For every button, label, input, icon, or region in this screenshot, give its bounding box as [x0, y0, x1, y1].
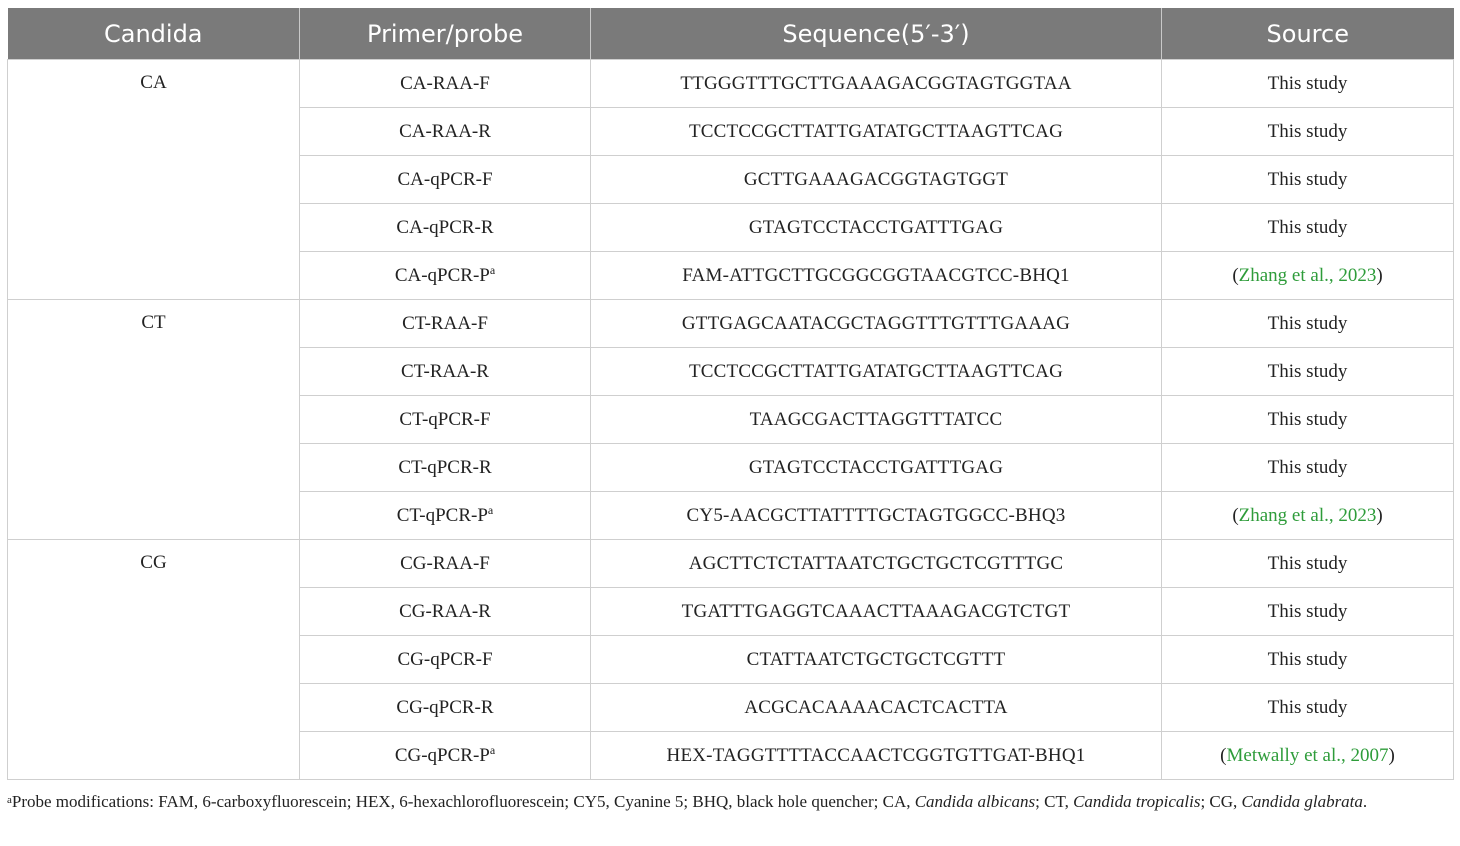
candida-group-cell: CT [8, 300, 300, 540]
header-primer-probe: Primer/probe [300, 8, 591, 60]
sequence-cell: FAM-ATTGCTTGCGGCGGTAACGTCC-BHQ1 [591, 252, 1162, 300]
sequence-cell: GTAGTCCTACCTGATTTGAG [591, 204, 1162, 252]
primer-name: CG-RAA-R [399, 600, 491, 622]
source-cell [1162, 732, 1454, 780]
primer-name: CG-RAA-F [400, 552, 490, 574]
paren-close: ) [1376, 504, 1383, 526]
primer-name: CT-RAA-R [401, 360, 489, 382]
primer-cell [300, 204, 591, 252]
primer-name: CG-qPCR-F [397, 648, 493, 670]
primer-cell [300, 108, 591, 156]
footnote-species-cg: Candida glabrata [1241, 792, 1363, 811]
source-cell: This study [1162, 300, 1454, 348]
probe-footnote-mark: a [487, 502, 494, 517]
source-cell: This study [1162, 348, 1454, 396]
footnote-text: Probe modifications: FAM, 6-carboxyfluorescein; HEX, 6-hexachlorofluorescein; CY5, Cyanine 5; BHQ, black hole quencher; CA, [11, 792, 915, 811]
sequence-cell: TCCTCCGCTTATTGATATGCTTAAGTTCAG [591, 108, 1162, 156]
reference-link[interactable]: Metwally et al., 2007 [1226, 744, 1389, 766]
sequence-cell: AGCTTCTCTATTAATCTGCTGCTCGTTTGC [591, 540, 1162, 588]
footnote-species-ct: Candida tropicalis [1073, 792, 1201, 811]
primer-cell [300, 732, 591, 780]
header-row [8, 8, 1454, 60]
source-cell: This study [1162, 636, 1454, 684]
table-row [8, 300, 1454, 348]
table-footnote [7, 790, 1453, 814]
header-candida: Candida [8, 8, 300, 60]
probe-footnote-mark: a [489, 262, 496, 277]
sequence-cell: GCTTGAAAGACGGTAGTGGT [591, 156, 1162, 204]
table-row [8, 60, 1454, 108]
primer-cell [300, 636, 591, 684]
primer-name: CG-qPCR-P [394, 744, 490, 766]
candida-group-cell: CG [8, 540, 300, 780]
primer-name: CA-RAA-R [399, 120, 491, 142]
reference-link[interactable]: Zhang et al., 2023 [1238, 504, 1377, 526]
paren-close: ) [1388, 744, 1395, 766]
footnote-sep-cg: ; CG, [1200, 792, 1242, 811]
footnote-marker: a [7, 794, 12, 806]
candida-group-cell: CA [8, 60, 300, 300]
primer-name: CA-qPCR-P [394, 264, 490, 286]
table-row [8, 540, 1454, 588]
source-cell: This study [1162, 60, 1454, 108]
primer-probe-table [7, 8, 1454, 780]
primer-cell [300, 300, 591, 348]
primer-name: CT-qPCR-P [396, 504, 488, 526]
footnote-sep-ct: ; CT, [1035, 792, 1074, 811]
primer-cell [300, 540, 591, 588]
source-cell: This study [1162, 684, 1454, 732]
paren-open: ( [1232, 504, 1239, 526]
footnote-species-ca: Candida albicans [914, 792, 1036, 811]
primer-cell [300, 444, 591, 492]
paren-close: ) [1376, 264, 1383, 286]
paren-open: ( [1232, 264, 1239, 286]
header-sequence: Sequence(5′-3′) [591, 8, 1162, 60]
sequence-cell: ACGCACAAAACACTCACTTA [591, 684, 1162, 732]
sequence-cell: TTGGGTTTGCTTGAAAGACGGTAGTGGTAA [591, 60, 1162, 108]
probe-footnote-mark: a [489, 742, 496, 757]
source-cell [1162, 492, 1454, 540]
source-cell: This study [1162, 588, 1454, 636]
footnote-end: . [1362, 792, 1368, 811]
primer-cell [300, 684, 591, 732]
primer-cell [300, 492, 591, 540]
primer-cell [300, 60, 591, 108]
primer-cell [300, 348, 591, 396]
primer-name: CT-qPCR-F [399, 408, 491, 430]
source-cell: This study [1162, 540, 1454, 588]
primer-cell [300, 156, 591, 204]
sequence-cell: GTTGAGCAATACGCTAGGTTTGTTTGAAAG [591, 300, 1162, 348]
header-source: Source [1162, 8, 1454, 60]
primer-name: CT-RAA-F [402, 312, 488, 334]
primer-name: CG-qPCR-R [396, 696, 494, 718]
primer-cell [300, 252, 591, 300]
primer-name: CT-qPCR-R [398, 456, 492, 478]
source-cell: This study [1162, 444, 1454, 492]
paren-open: ( [1220, 744, 1227, 766]
source-cell: This study [1162, 396, 1454, 444]
primer-name: CA-qPCR-F [397, 168, 493, 190]
source-cell: This study [1162, 156, 1454, 204]
primer-cell [300, 588, 591, 636]
source-cell: This study [1162, 204, 1454, 252]
sequence-cell: CTATTAATCTGCTGCTCGTTT [591, 636, 1162, 684]
table-body [8, 60, 1454, 780]
reference-link[interactable]: Zhang et al., 2023 [1238, 264, 1377, 286]
sequence-cell: TCCTCCGCTTATTGATATGCTTAAGTTCAG [591, 348, 1162, 396]
sequence-cell: TAAGCGACTTAGGTTTATCC [591, 396, 1162, 444]
primer-name: CA-RAA-F [400, 72, 490, 94]
sequence-cell: HEX-TAGGTTTTACCAACTCGGTGTTGAT-BHQ1 [591, 732, 1162, 780]
table-header [8, 8, 1454, 60]
source-cell [1162, 252, 1454, 300]
sequence-cell: TGATTTGAGGTCAAACTTAAAGACGTCTGT [591, 588, 1162, 636]
sequence-cell: CY5-AACGCTTATTTTGCTAGTGGCC-BHQ3 [591, 492, 1162, 540]
sequence-cell: GTAGTCCTACCTGATTTGAG [591, 444, 1162, 492]
primer-cell [300, 396, 591, 444]
primer-table-container [7, 8, 1453, 780]
primer-name: CA-qPCR-R [396, 216, 494, 238]
source-cell: This study [1162, 108, 1454, 156]
